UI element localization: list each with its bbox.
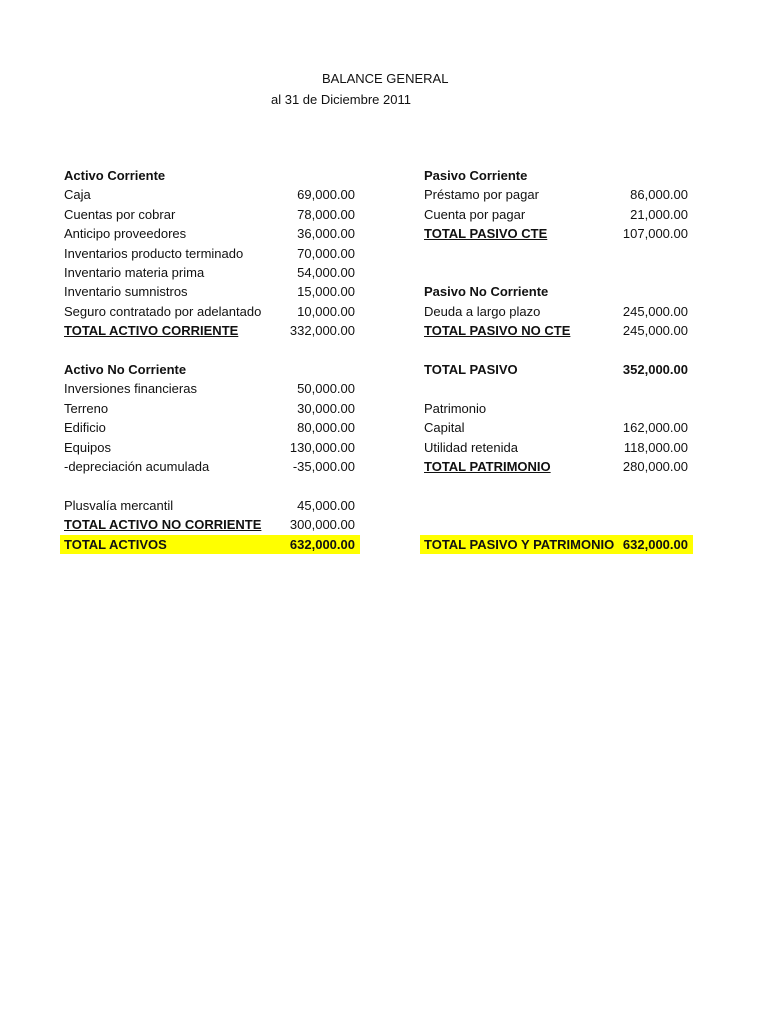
line-item	[60, 224, 360, 243]
total-value: 632,000.00	[622, 536, 688, 552]
total-label: TOTAL PASIVO CTE	[424, 226, 548, 242]
line-item-label: Capital	[424, 420, 465, 436]
line-item-label: Inversiones financieras	[64, 381, 197, 397]
line-item-label: Edificio	[64, 420, 106, 436]
total-pasivo-no-cte	[420, 321, 693, 340]
total-label: TOTAL ACTIVO CORRIENTE	[64, 323, 239, 339]
total-value: 107,000.00	[622, 226, 688, 242]
total-value: 300,000.00	[289, 517, 355, 533]
line-item-value: 36,000.00	[297, 226, 355, 242]
line-item	[60, 457, 360, 476]
total-pasivo-patrimonio-row	[420, 535, 693, 554]
line-item-label: Terreno	[64, 400, 109, 416]
line-item	[420, 185, 693, 204]
total-label: TOTAL PASIVO Y PATRIMONIO	[424, 536, 615, 552]
line-item-label: Seguro contratado por adelantado	[64, 303, 262, 319]
line-item-label: Cuentas por cobrar	[64, 206, 176, 222]
line-item-value: 86,000.00	[630, 187, 688, 203]
line-item-label: Plusvalía mercantil	[64, 497, 174, 513]
line-item-label: Cuenta por pagar	[424, 206, 526, 222]
total-label: TOTAL ACTIVOS	[64, 536, 167, 552]
line-item	[420, 418, 693, 437]
line-item-value: 118,000.00	[623, 439, 688, 455]
line-item-label: Anticipo proveedores	[64, 226, 187, 242]
line-item	[60, 244, 360, 263]
line-item-value: 78,000.00	[297, 206, 355, 222]
line-item-label: Deuda a largo plazo	[424, 303, 541, 319]
line-item-value: 15,000.00	[297, 284, 355, 300]
line-item-value: 50,000.00	[297, 381, 355, 397]
total-value: 632,000.00	[289, 536, 355, 552]
line-item-label: Inventario materia prima	[64, 265, 205, 280]
line-item-value: 70,000.00	[297, 245, 355, 261]
line-item-value: 162,000.00	[622, 420, 688, 436]
total-pasivo-cte	[420, 224, 693, 243]
line-item	[60, 418, 360, 437]
line-item-label: Inventario sumnistros	[64, 284, 188, 300]
line-item	[60, 185, 360, 204]
line-item-label: Préstamo por pagar	[424, 187, 539, 203]
total-value: 245,000.00	[622, 323, 688, 339]
line-item	[60, 379, 360, 398]
line-item	[60, 302, 360, 321]
document-subtitle: al 31 de Diciembre 2011	[271, 92, 411, 107]
line-item	[420, 302, 693, 321]
line-item	[420, 438, 693, 457]
line-item-value: -35,000.00	[292, 459, 355, 474]
line-item-value: 21,000.00	[630, 206, 688, 222]
line-item-label: Equipos	[64, 439, 111, 455]
total-patrimonio	[420, 457, 693, 476]
patrimonio-heading: Patrimonio	[424, 400, 487, 416]
document-title: BALANCE GENERAL	[322, 71, 449, 86]
line-item	[60, 263, 360, 282]
line-item-value: 245,000.00	[622, 303, 688, 319]
line-item-value: 30,000.00	[297, 400, 355, 416]
line-item-value: 54,000.00	[297, 265, 355, 280]
pasivo-corriente-heading: Pasivo Corriente	[424, 168, 528, 183]
line-item-label: -depreciación acumulada	[64, 459, 210, 474]
line-item	[60, 399, 360, 418]
line-item	[60, 438, 360, 457]
line-item-value: 80,000.00	[297, 420, 355, 436]
line-item	[420, 205, 693, 224]
total-label: TOTAL PATRIMONIO	[424, 459, 551, 474]
line-item	[60, 496, 360, 515]
line-item-label: Inventarios producto terminado	[64, 245, 244, 261]
line-item-value: 45,000.00	[297, 497, 355, 513]
total-activos-row	[60, 535, 360, 554]
total-label: TOTAL PASIVO	[424, 362, 518, 377]
line-item-label: Utilidad retenida	[424, 439, 518, 455]
line-item	[60, 205, 360, 224]
line-item-value: 10,000.00	[297, 303, 355, 319]
activo-corriente-heading: Activo Corriente	[64, 168, 166, 183]
total-value: 332,000.00	[289, 323, 355, 339]
line-item-value: 130,000.00	[289, 439, 355, 455]
line-item-value: 69,000.00	[297, 187, 355, 203]
total-label: TOTAL PASIVO NO CTE	[424, 323, 571, 339]
total-label: TOTAL ACTIVO NO CORRIENTE	[64, 517, 262, 533]
line-item	[60, 282, 360, 301]
pasivo-no-corriente-heading: Pasivo No Corriente	[424, 284, 549, 300]
activo-no-corriente-heading: Activo No Corriente	[64, 362, 187, 377]
total-value: 352,000.00	[622, 362, 688, 377]
total-pasivo-row	[420, 360, 693, 379]
total-value: 280,000.00	[622, 459, 688, 474]
total-activo-corriente	[60, 321, 360, 340]
total-activo-no-corriente	[60, 515, 360, 534]
line-item-label: Caja	[64, 187, 91, 203]
